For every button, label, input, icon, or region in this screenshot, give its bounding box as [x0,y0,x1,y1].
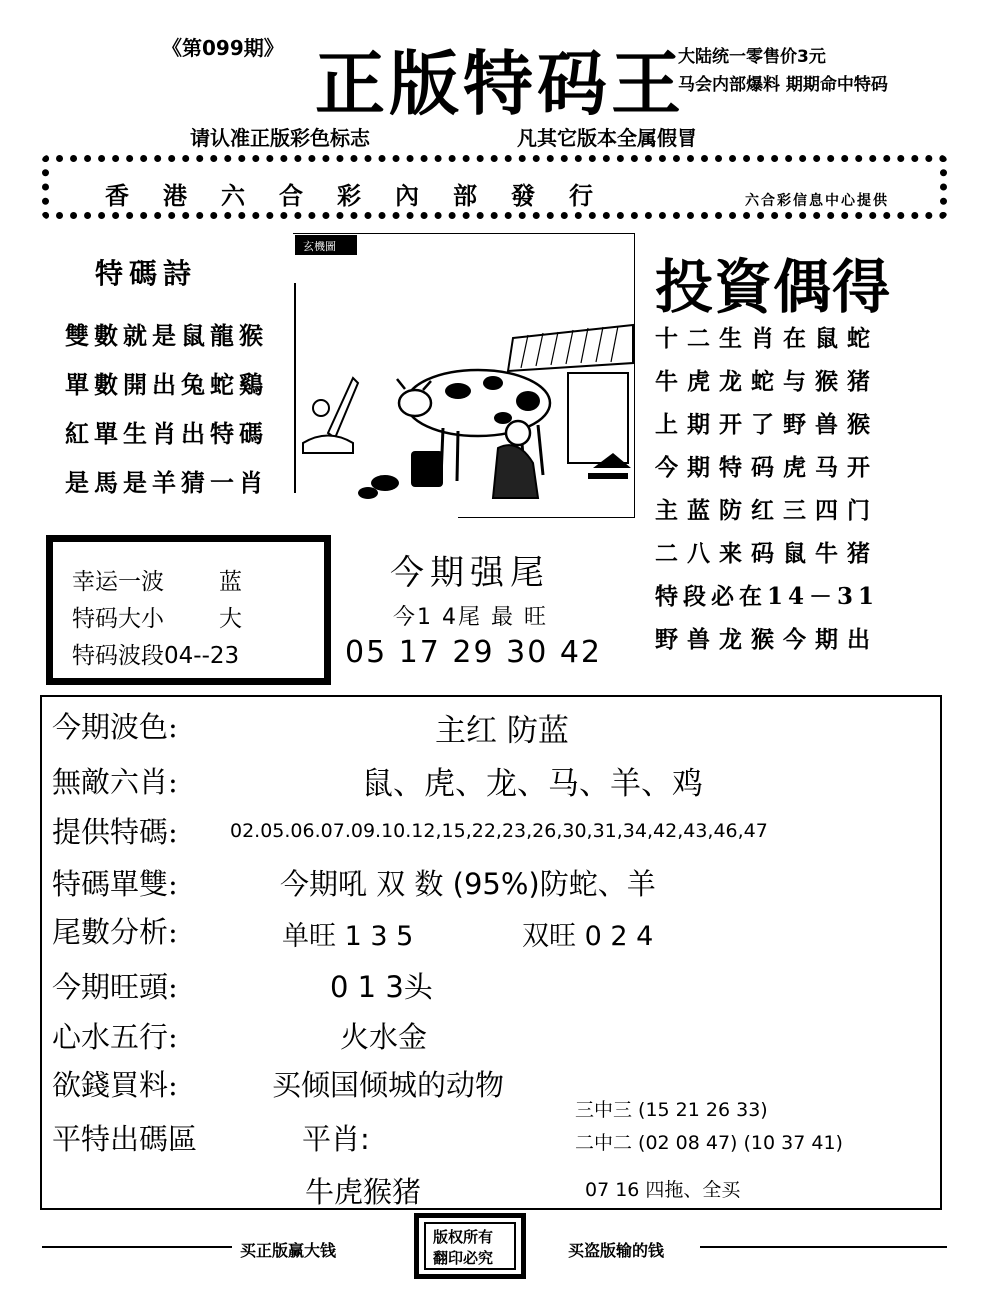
invest-line: 二八来码鼠牛猪 [655,540,879,567]
footer-divider-right [700,1246,947,1248]
flat-zodiac-value: 牛虎猴猪 [305,1175,422,1209]
invest-line: 今期特码虎马开 [655,454,879,481]
footer-divider-left [42,1246,232,1248]
strong-tail-numbers: 05 17 29 30 42 [345,635,603,670]
special-codes-value: 02.05.06.07.09.10.12,15,22,23,26,30,31,34,42,43,46,47 [230,820,768,842]
drag-bet: 07 16 四拖、全买 [585,1179,741,1201]
wave-color-value: 主红 防蓝 [435,713,569,749]
banner-credit: 六合彩信息中心提供 [745,193,889,209]
tail-analysis-even: 双旺 0 2 4 [522,921,654,952]
counterfeit-notice: 凡其它版本全属假冒 [517,126,697,150]
five-elements-label: 心水五行: [52,1020,178,1054]
tagline: 马会内部爆料 期期命中特码 [678,75,888,95]
page-title: 正版特码王 [315,42,685,125]
tail-analysis-odd: 单旺 1 3 5 [282,921,414,952]
six-zodiac-value: 鼠、虎、龙、马、羊、鸡 [362,766,703,802]
strong-tail-title: 今期强尾 [390,553,550,593]
poem-line: 單數開出兔蛇鷄 [65,370,268,399]
invest-line: 十二生肖在鼠蛇 [655,325,879,352]
invest-line: 特段必在14－31 [655,583,880,610]
poem-line: 雙數就是鼠龍猴 [65,321,268,350]
buy-riddle-value: 买倾国倾城的动物 [272,1068,505,1102]
copyright-line-1: 版权所有 [433,1228,494,1246]
wave-color-label: 今期波色: [52,710,178,744]
authenticity-notice: 请认准正版彩色标志 [190,126,370,150]
copyright-line-2: 翻印必究 [433,1249,494,1267]
poem-line: 紅單生肖出特碼 [65,419,268,448]
six-zodiac-label: 無敵六肖: [52,765,178,799]
price-label: 大陆统一零售价3元 [678,47,826,67]
odd-even-label: 特碼單雙: [52,867,178,901]
flat-zone-label: 平特出碼區 [52,1122,198,1156]
odd-even-value: 今期吼 双 数 (95%)防蛇、羊 [280,867,656,901]
invest-line: 野兽龙猴今期出 [655,626,879,653]
invest-line: 牛虎龙蛇与猴猪 [655,368,879,395]
five-elements-value: 火水金 [340,1020,428,1054]
poem-line: 是馬是羊猜一肖 [65,468,268,497]
banner-text: 香港六合彩內部發行 [105,181,627,210]
combo-two: 二中二 (02 08 47) (10 37 41) [575,1132,843,1154]
lucky-row: 幸运一波 蓝 [72,569,242,595]
invest-line: 上期开了野兽猴 [655,411,879,438]
lucky-row: 特码波段04--23 [72,643,240,669]
poem-title: 特碼詩 [95,257,198,290]
hot-head-value: 0 1 3头 [330,970,433,1004]
flat-zodiac-label: 平肖: [302,1122,370,1156]
cow-milking-illustration [293,233,635,518]
strong-tail-subtitle: 今1 4尾 最 旺 [393,605,548,630]
issue-number: 《第099期》 [162,36,284,60]
illustration-stamp: 玄機圖 [303,240,336,253]
hot-head-label: 今期旺頭: [52,970,178,1004]
lucky-row: 特码大小 大 [72,606,242,632]
invest-title: 投資偶得 [655,253,892,321]
footer-right-slogan: 买盗版输的钱 [568,1241,665,1260]
special-codes-label: 提供特碼: [52,815,178,849]
footer-left-slogan: 买正版赢大钱 [240,1241,337,1260]
tail-analysis-label: 尾數分析: [52,915,178,949]
combo-three: 三中三 (15 21 26 33) [575,1099,768,1121]
buy-riddle-label: 欲錢買料: [52,1068,178,1102]
invest-line: 主蓝防红三四门 [655,497,879,524]
